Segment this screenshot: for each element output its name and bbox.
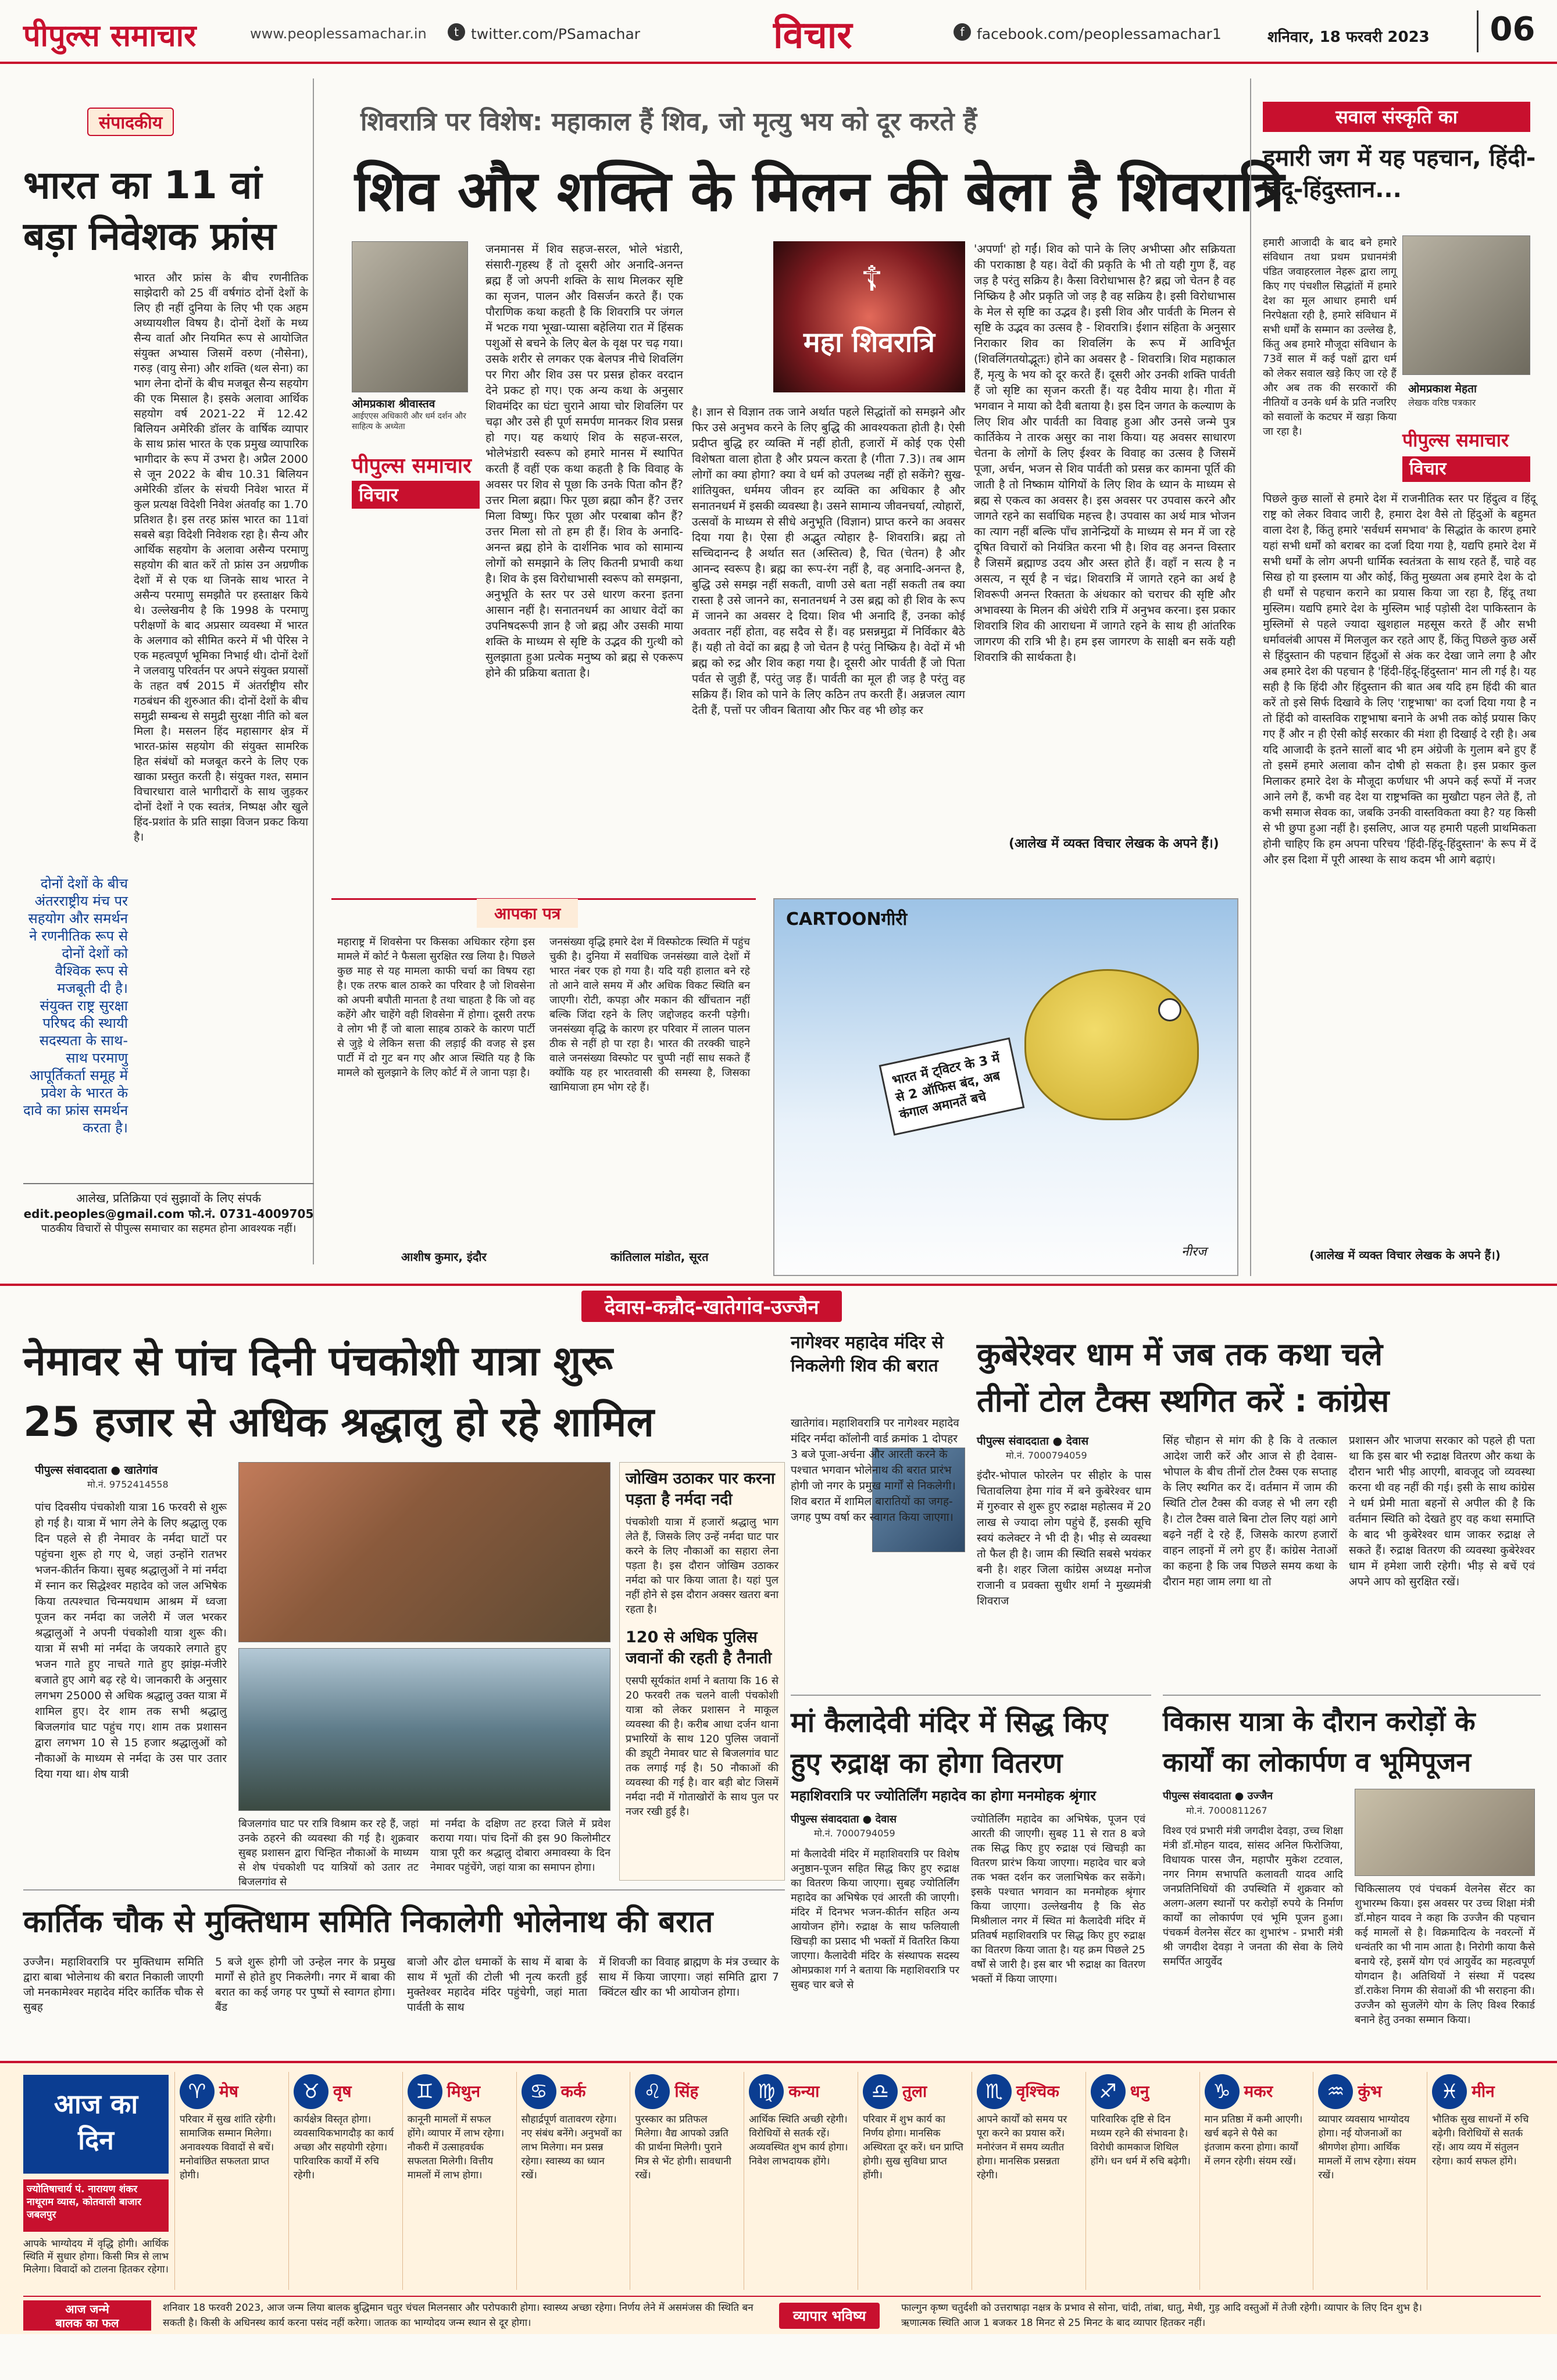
letter-2-author: कांतिलाल मांडोत, सूरत <box>610 1250 709 1264</box>
bird-illustration <box>1024 969 1199 1120</box>
local-band-title: देवास-कन्नौद-खातेगांव-उज्जैन <box>581 1291 842 1322</box>
editorial-section <box>23 78 314 1264</box>
zodiac-sign <box>1085 2072 1197 2290</box>
nemawar-story <box>23 1331 785 1888</box>
zodiac-text: परिवार में शुभ कार्य का निर्णय होगा। मानसिक अस्थिरता दूर करें। धन प्राप्ति होगी। सुख सुविधा प्राप्त होंगी। <box>863 2114 963 2181</box>
nemawar-body-3: मां नर्मदा के दक्षिण तट हरदा जिले में प्रवेश कराया गया। पांच दिनों की इस 90 किलोमीटर यात्रा पूरी कर श्रद्धालु दोबारा अमावस्या के दिन नेमावर पहुंचेंगे, जहां यात्रा का समापन होगा। <box>430 1818 610 1874</box>
cartoon-artist: नीरज <box>1181 1245 1207 1259</box>
vikas-mobile: मो.नं. 7000811267 <box>1186 1805 1267 1816</box>
nemawar-headline-2: 25 हजार से अधिक श्रद्धालु हो रहे शामिल <box>23 1398 654 1446</box>
nemawar-headline-1: नेमावर से पांच दिनी पंचकोशी यात्रा शुरू <box>23 1337 613 1385</box>
kailadevi-subhead: महाशिवरात्रि पर ज्योतिर्लिंग महादेव का होगा मनमोहक श्रृंगार <box>791 1788 1097 1804</box>
editorial-disclaimer: पाठकीय विचारों से पीपुल्स समाचार का सहमत होना आवश्यक नहीं। <box>41 1223 297 1235</box>
sidebox-text-2: एसपी सूर्यकांत शर्मा ने बताया कि 16 से 20 फरवरी तक चलने वाली पंचकोशी यात्रा को लेकर प्रशासन ने माकूल व्यवस्था की है। करीब आधा दर्जन थाना प्रभारियों के साथ 120 पुलिस जवानों की ड्यूटी नेमावर घाट से बिजलगांव घाट तक लगाई गई है। 50 नौकाओं की व्यवस्था की गई है। वार बड़ी बोट जिसमें नर्मदा नदी में गोताखोरों के साथ पुल पर नजर रखी हुई है। <box>626 1675 779 1818</box>
kubereshwar-body-1: इंदौर-भोपाल फोरलेन पर सीहोर के पास चितावलिया हेमा गांव में बने कुबेरेश्वर धाम में गुरुवार से शुरू हुए रुद्राक्ष महोत्सव में 20 लाख से ज्यादा लोग पहुंचे हैं, इसकी सूचि स्वयं कलेक्टर ने भी दी है। भीड़ से व्यवस्था तो फैल ही है। जाम की स्थिति सबसे भयंकर बनी है। शहर जिला कांग्रेस अध्यक्ष मनोज राजानी व प्रवक्ता सुधीर शर्मा ने मुख्यमंत्री शिवराज <box>977 1469 1151 1607</box>
shivratri-disclaimer: (आलेख में व्यक्त विचार लेखक के अपने हैं।) <box>1009 837 1219 851</box>
nageshwar-headline: नागेश्वर महादेव मंदिर से निकलेगी शिव की बरात <box>791 1332 944 1376</box>
zodiac-sign <box>402 2072 514 2290</box>
zodiac-text: भौतिक सुख साधनों में रुचि बढ़ेगी। विरोधियों से सतर्क रहें। आय व्यय में संतुलन रहेगा। कार्य सफल होंगे। <box>1432 2114 1529 2167</box>
facebook-link[interactable]: facebook.com/peoplessamachar1 <box>977 26 1222 42</box>
zodiac-sign <box>744 2072 855 2290</box>
nageshwar-story <box>791 1331 965 1692</box>
nemawar-mobile: मो.नं. 9752414558 <box>87 1479 169 1490</box>
shivratri-art <box>773 241 965 392</box>
kartik-body-4: में शिवजी का विवाह ब्राह्मण के मंत्र उच्चार के साथ में किया जाएगा। जहां समिति द्वारा 7 क्विंटल खीर का भी आयोजन होगा। <box>599 1956 779 1999</box>
birthday-tag-2: बालक का फल <box>55 2316 119 2330</box>
rashifal-strip <box>0 2061 1557 2334</box>
kartik-body-3: बाजो और ढोल धमाकों के साथ में बाबा के साथ में भूतों की टोली भी नृत्य करती हुई मुक्तेश्वर महादेव मंदिर पहुंचेगी, जहां माता पार्वती के साथ <box>407 1956 587 2014</box>
zodiac-text: पुरस्कार का प्रतिफल मिलेगा। वैद्य आपको उन्नति की प्रार्थना मिलेगी। पुराने मित्र से भेंट होगी। सावधानी रखें। <box>635 2114 731 2181</box>
twitter-link[interactable]: twitter.com/PSamachar <box>471 26 641 42</box>
kartik-headline: कार्तिक चौक से मुक्तिधाम समिति निकालेगी भोलेनाथ की बरात <box>23 1904 713 1939</box>
zodiac-name: मीन <box>1472 2082 1495 2101</box>
birthday-tag <box>23 2300 151 2331</box>
kubereshwar-byline: पीपुल्स संवाददाता ● देवास <box>977 1435 1089 1448</box>
zodiac-text: पारिवारिक दृष्टि से दिन मध्यम रहने की संभावना है। विरोधी कामकाज शिथिल होंगे। धन धर्म में रुचि बढ़ेगी। <box>1090 2114 1191 2167</box>
zodiac-name: कर्क <box>560 2082 586 2101</box>
local-news-band <box>0 1284 1557 1321</box>
zodiac-name: वृश्चिक <box>1016 2082 1059 2101</box>
vikas-body-2: चिकित्सालय एवं पंचकर्म वेलनेस सेंटर का शुभारम्भ किया। इस अवसर पर उच्च शिक्षा मंत्री डॉ.मोहन यादव ने कहा कि उज्जैन की पहचान कई मामलों से है। विक्रमादित्य के नवरत्नों में धन्वंतरि का भी नाम आता है। निरोगी काया कैसे बनाये रहे, इसमें योग एवं आयुर्वेद का महत्वपूर्ण योगदान है। अतिथियों ने संस्था में पदस्थ डॉ.राकेश निगम की सेवाओं की भी सराहना की। उज्जैन को सुजलेंगे योग के लिए विश्व रिकार्ड बनाने हेतु उनका सम्मान किया। <box>1355 1883 1535 2026</box>
zodiac-name: मेष <box>219 2082 238 2101</box>
zodiac-text: परिवार में सुख शांति रहेगी। सामाजिक सम्मान मिलेगा। अनावश्यक विवादों से बचें। मनोवांछित सफलता प्राप्त होगी। <box>180 2114 276 2181</box>
kartik-body-2: 5 बजे शुरू होगी जो उन्हेल नगर के प्रमुख मार्गों से होते हुए निकलेगी। नगर में बाबा की बरात का कई जगह पर पुष्पों से स्वागत होगा। बैंड <box>215 1956 395 2014</box>
section-title: विचार <box>773 14 852 57</box>
zodiac-icon: ♊ <box>408 2074 442 2109</box>
editorial-headline: भारत का 11 वां बड़ा निवेशक फ्रांस <box>23 163 276 259</box>
cartoon-sign: भारत में ट्विटर के 3 में से 2 ऑफिस बंद, अब कंगाल अमानतें बचे <box>879 1037 1025 1135</box>
zodiac-text: व्यापार व्यवसाय भाग्योदय होगा। नई योजनाओं का श्रीगणेश होगा। आर्थिक मामलों में लाभ रहेगा। संयम रखें। <box>1318 2114 1416 2181</box>
birthday-box <box>23 2296 1541 2332</box>
kubereshwar-story <box>977 1331 1541 1686</box>
masthead <box>0 0 1557 64</box>
zodiac-icon: ♈ <box>180 2074 215 2109</box>
shivratri-col2: है। ज्ञान से विज्ञान तक जाने अर्थात पहले सिद्धांतों को समझने और फिर उसे अनुभव करने के लिए बुद्धि की आवश्यकता होती है। ऐसी प्रदीप्त बुद्धि हर व्यक्ति में नहीं होती, हजारों में कोई एक ऐसी विशेषता वाला होता है और प्रयत्न करता है (गीता 7.3)। तब आम लोगों का क्या होगा? क्या वे धर्म को उपलब्ध नहीं हो सकेंगे? सुख-शांतियुक्त, धर्ममय जीवन हर व्यक्ति का अधिकार है और सनातनधर्म में इसकी व्यवस्था है। उसने सामान्य जीवनचर्या, त्योहारों, उत्सवों के माध्यम से सीधे अनुभूति (विज्ञान) प्राप्त करने का अवसर दिया गया है। ऐसा ही अद्भुत त्योहार है- शिवरात्रि। ब्रह्म तो सच्चिदानन्द है अर्थात सत (अस्तित्व) है, चित (चेतन) है और आनन्द स्वरूप है। ब्रह्म का रूप-रंग नहीं है, वह अनादि-अनन्त है, बुद्धि उसे समझ नहीं सकती, वाणी उसे बता नहीं सकती तब क्या रास्ता है उसे जानने का, सनातनधर्म ने उस ब्रह्म को ही शिव के रूप में जानने का अवसर दे दिया। शिव भी अनादि हैं, उनका कोई अवतार नहीं होता, वह सदैव से हैं। वह प्रसन्नमुद्रा में निर्विकार बैठे हैं। यही तो वेदों का ब्रह्म है जो चेतन है परंतु निष्क्रिय है। वेदों में भी ब्रह्म को रुद्र और शिव कहा गया है। दूसरी ओर पार्वती हैं जो पिता पर्वत से जुड़ी हैं, परंतु जड़ हैं। पार्वती का मूल ही जड़ है परंतु वह सक्रिय हैं। शिव को पाने के लिए कठिन तप करती हैं। अन्नजल त्याग देती हैं, पत्तों पर जीवन बिताया और फिर वह भी छोड़ कर <box>692 405 965 717</box>
sidebox-headline-1: जोखिम उठाकर पार करना पड़ता है नर्मदा नदी <box>626 1470 775 1509</box>
zodiac-icon: ♌ <box>635 2074 670 2109</box>
zodiac-text: कानूनी मामलों में सफल होंगे। व्यापार में लाभ रहेगा। नौकरी में उत्साहवर्धक सफलता मिलेगी। वित्तीय मामलों में लाभ होगा। <box>407 2114 505 2181</box>
zodiac-sign <box>516 2072 628 2290</box>
zodiac-icon: ♋ <box>522 2074 556 2109</box>
kailadevi-mobile: मो.नं. 7000794059 <box>814 1828 895 1839</box>
zodiac-name: मिथुन <box>447 2082 481 2101</box>
kailadevi-body-1: मां कैलादेवी मंदिर में महाशिवरात्रि पर विशेष अनुष्ठान-पूजन सहित सिद्ध किए हुए रुद्राक्ष का वितरण किया जाएगा। सुबह ज्योतिर्लिंग महादेव का अभिषेक एवं आरती की जाएगी। मंदिर में दिनभर भजन-कीर्तन सहित अन्य आयोजन होंगे। रुद्राक्ष के साथ फलियाली खिचड़ी का प्रसाद भी भक्तों में वितरित किया जाएगा। कैलादेवी मंदिर के संस्थापक सदस्य ओमप्रकाश गर्ग ने बताया कि महाशिवरात्रि पर सुबह चार बजे से <box>791 1848 959 1991</box>
shivratri-kicker: शिवरात्रि पर विशेष: महाकाल हैं शिव, जो मृत्यु भय को दूर करते हैं <box>360 107 977 137</box>
zodiac-icon: ♏ <box>977 2074 1012 2109</box>
pilgrims-photo <box>238 1462 610 1642</box>
rashifal-title-box <box>23 2075 169 2174</box>
letter-1-author: आशीष कुमार, इंदौर <box>401 1250 487 1264</box>
trade-tag: व्यापार भविष्य <box>779 2303 880 2329</box>
letters-tag: आपका पत्र <box>477 899 578 928</box>
nemawar-byline: पीपुल्स संवाददाता ● खातेगांव <box>35 1464 158 1477</box>
zodiac-sign <box>288 2072 400 2290</box>
trade-text: फाल्गुन कृष्ण चतुर्दशी को उत्तराषाढ़ा नक्षत्र के प्रभाव से सोना, चांदी, तांबा, धातु, मेथी, गुड़ आदि वस्तुओं में तेजी रहेगी। व्यापार के लिए दिन शुभ है। <box>901 2302 1422 2314</box>
shivratri-logo: पीपुल्स समाचार <box>352 454 472 478</box>
sawal-section <box>1250 78 1541 1276</box>
website-link[interactable]: www.peoplessamachar.in <box>250 26 427 42</box>
zodiac-icon: ♉ <box>294 2074 328 2109</box>
nemawar-sidebox <box>619 1462 785 1881</box>
feedback-label: आलेख, प्रतिक्रिया एवं सुझावों के लिए संपर्क <box>76 1191 261 1205</box>
sawal-tag: सवाल संस्कृति का <box>1263 102 1530 132</box>
kubereshwar-body-2: सिंह चौहान से मांग की है कि वे तत्काल आदेश जारी करें और आज से ही देवास-भोपाल के बीच तीनों टोल टैक्स एक सप्ताह के लिए स्थगित कर दें। वर्तमान में जाम की स्थिति टोल टैक्स की वजह से भी लग रही है। टोल टैक्स वाले बिना टोल लिए यहां आगे बढ़ने नहीं दे रहे हैं, जिसके कारण हजारों वाहन लाइनों में लगे हुए हैं। कांग्रेस नेताओं का कहना है कि जब पिछले समय कथा के दौरान महा जाम लगा था तो <box>1163 1434 1337 1588</box>
editorial-pullquote: दोनों देशों के बीच अंतरराष्ट्रीय मंच पर सहयोग और समर्थन ने रणनीतिक रूप से दोनों देशों को वैश्विक रूप से मजबूती दी है। संयुक्त राष्ट्र सुरक्षा परिषद की स्थायी सदस्यता के साथ-साथ परमाणु आपूर्तिकर्ता समूह में प्रवेश के भारत के दावे का फ्रांस समर्थन करता है। <box>23 875 128 1136</box>
sawal-headline: हमारी जग में यह पहचान, हिंदी-हिंदू-हिंदुस्तान... <box>1263 145 1536 203</box>
zodiac-text: आर्थिक स्थिति अच्छी रहेगी। विरोधियों से सतर्क रहें। अव्यवस्थित शुभ कार्य होगा। निवेश लाभदायक होंगे। <box>749 2114 848 2167</box>
editorial-body: भारत और फ्रांस के बीच रणनीतिक साझेदारी को 25 वीं वर्षगांठ दोनों देशों के लिए ही नहीं दुनिया के लिए भी एक अहम अध्यायशील विषय है। दोनों देशों के मध्य सैन्य वार्ता और नियमित रूप से आयोजित संयुक्त अभ्यास जिसमें वरुण (नौसेना), गरुड़ (वायु सेना) और शक्ति (थल सेना) का भाग लेना दोनों के बीच मजबूत सैन्य सहयोग की एक मिसाल है। इसके अलावा आर्थिक सहयोग वर्ष 2021-22 में 12.42 बिलियन अमेरिकी डॉलर के वार्षिक व्यापार के साथ फ्रांस भारत के एक प्रमुख व्यापारिक भागीदार के रूप में उभरा है। अप्रैल 2000 से जून 2022 के बीच 10.31 बिलियन अमेरिकी डॉलर के संचयी निवेश भारत में कुल प्रत्यक्ष विदेशी निवेश अंतर्वाह का 1.70 प्रतिशत है। इस तरह फ्रांस भारत का 11वां सबसे बड़ा विदेशी निवेशक रहा है। सैन्य और आर्थिक सहयोग के अलावा असैन्य परमाणु सहयोग की बात करें तो फ्रांस उन अग्रणीक देशों में से एक था जिनके साथ भारत ने असैन्य परमाणु समझौते पर हस्ताक्षर किये थे। उल्लेखनीय है कि 1998 के परमाणु परीक्षणों के बाद अप्रसार व्यवस्था में भारत के अलगाव को सीमित करने में भी पेरिस ने एक महत्वपूर्ण भूमिका निभाई थी। दोनों देशों ने जलवायु परिवर्तन पर अपने संयुक्त प्रयासों के तहत वर्ष 2015 में अंतर्राष्ट्रीय सौर गठबंधन की शुरुआत की। दोनों देशों के बीच समुद्री सम्बन्ध से समुद्री सुरक्षा नीति को बल मिला है। मसलन हिंद महासागर क्षेत्र में भारत-फ्रांस सहयोग की संयुक्त सामरिक हित संबंधों को मजबूत करने के लिए एक खाका प्रस्तुत करती है। संयुक्त गश्त, समान विचारधारा वाले भागीदारों के साथ जुड़कर दोनों देशों ने एक स्वतंत्र, निष्पक्ष और खुले हिंद-प्रशांत के प्रति साझा विजन प्रकट किया है। <box>134 271 308 844</box>
zodiac-text: सौहार्द्रपूर्ण वातावरण रहेगा। नए संबंध बनेंगे। अनुभवों का लाभ मिलेगा। मन प्रसन्न रहेगा। स्वास्थ्य का ध्यान रखें। <box>521 2114 622 2181</box>
masthead-logo: पीपुल्स समाचार <box>23 19 197 53</box>
sidebox-headline-2: 120 से अधिक पुलिस जवानों की रहती है तैनाती <box>626 1628 772 1667</box>
sawal-author-desc: लेखक वरिष्ठ पत्रकार <box>1408 397 1476 408</box>
sawal-logo: पीपुल्स समाचार <box>1402 429 1509 451</box>
rashifal-title-2: दिन <box>78 2124 114 2156</box>
kubereshwar-headline-1: कुबेरेश्वर धाम में जब तक कथा चले <box>977 1336 1383 1373</box>
zodiac-sign <box>630 2072 741 2290</box>
zodiac-name: कुंभ <box>1358 2082 1382 2101</box>
inauguration-photo <box>1355 1789 1535 1876</box>
kailadevi-story <box>791 1695 1151 2055</box>
trident-icon: ☦ <box>860 259 883 299</box>
trade-note: ऋणात्मक स्थिति आज 1 बजकर 18 मिनट से 25 मिनट के बाद व्यापार हितकर नहीं। <box>901 2317 1206 2329</box>
zodiac-sign <box>174 2072 286 2290</box>
letter-1: महाराष्ट्र में शिवसेना पर किसका अधिकार रहेगा इस मामले में कोर्ट ने फैसला सुरक्षित रख लिया है। पिछले कुछ माह से यह मामला काफी चर्चा का विषय रहा है। एक तरफ बाल ठाकरे का परिवार है जो शिवसेना को अपनी बपौती मानता है तथा चाहता है कि जो वह कहेंगे और चाहेंगे वही शिवसेना में होगा। दूसरी तरफ वे लोग भी हैं जो बाला साहब ठाकरे के कारण पार्टी से जुड़े थे लेकिन सत्ता की लड़ाई की वजह से इस पार्टी में दो गुट बन गए और आज स्थिति यह है कि मामले को सुलझाने के लिए कोर्ट में ले जाना पड़ा है। <box>337 936 535 1079</box>
zodiac-icon: ♎ <box>863 2074 898 2109</box>
editorial-footer <box>23 1183 314 1253</box>
sawal-band: विचार <box>1402 456 1530 482</box>
birthday-text: शनिवार 18 फरवरी 2023, आज जन्म लिया बालक बुद्धिमान चतुर चंचल मिलनसार और परोपकारी होगा। स्वास्थ्य अच्छा रहेगा। निर्णय लेने में असमंजस की स्थिति बन सकती है। किसी के अधिनस्थ कार्य करना पसंद नहीं करेगा। जातक का भाग्योदय जन्म स्थान से दूर होगा। <box>163 2302 753 2329</box>
twitter-icon: t <box>448 23 465 41</box>
vikas-byline: पीपुल्स संवाददाता ● उज्जैन <box>1163 1790 1273 1802</box>
art-text: महा शिवरात्रि <box>803 326 935 359</box>
zodiac-sign <box>1313 2072 1424 2290</box>
zodiac-sign <box>858 2072 969 2290</box>
shivratri-article <box>326 78 1284 892</box>
nemawar-body-2: बिजलगांव घाट पर रात्रि विश्राम कर रहे हैं, जहां उनके ठहरने की व्यवस्था की गई है। शुक्रवार सुबह प्रशासन द्वारा चिन्हित नौकाओं के माध्यम से शेष पंचकोशी पद यात्रियों को उतार तट बिजलगांव से <box>238 1818 419 1888</box>
author-photo <box>352 241 468 392</box>
zodiac-sign <box>972 2072 1083 2290</box>
zodiac-sign <box>1427 2072 1538 2290</box>
zodiac-row <box>174 2072 1541 2293</box>
sawal-disclaimer: (आलेख में व्यक्त विचार लेखक के अपने हैं।) <box>1309 1248 1501 1262</box>
kartik-story <box>23 1889 785 2055</box>
feedback-contact[interactable]: edit.peoples@gmail.com फो.नं. 0731-4009705 <box>23 1207 314 1221</box>
kubereshwar-mobile: मो.नं. 7000794059 <box>1006 1450 1087 1461</box>
zodiac-name: मकर <box>1244 2082 1273 2101</box>
zodiac-icon: ♒ <box>1318 2074 1353 2109</box>
sawal-body: पिछले कुछ सालों से हमारे देश में राजनीतिक स्तर पर हिंदुत्व व हिंदू राष्ट्र को लेकर विवाद जारी है, हमारा देश वैसे तो हिंदुओं के बहुमत वाला देश है, किंतु हमारे 'सर्वधर्म समभाव' के सिद्धांत के कारण हमारे यहां सभी धर्मों को बराबर का दर्जा दिया गया है, यद्यपि हमारे देश में सभी धर्मों के लोग अपनी धार्मिक स्वतंत्रता के साथ रहते हैं, चाहे वह सिख हो या इस्लाम या और कोई, किंतु मुख्यता अब हमारे देश के दो ही धर्मों से पहचान कराने का प्रयास किया जा रहा है, हिंदू तथा मुस्लिम। यद्यपि हमारे देश के मुस्लिम भाई पड़ोसी देश पाकिस्तान के मुस्लिमों से पहले ज्यादा खुशहाल महसूस करते हैं और सभी धर्मावलंबी आपस में मिलजुल कर रहते आए हैं, किंतु पिछले कुछ अर्से से हिंदुस्तान की पहचान हिंदुओं से अंक कर देखा जाने लगा है और अब हमारे देश की पहचान है 'हिंदी-हिंदू-हिंदुस्तान' मान ली गई है। यह सही है कि हिंदी और हिंदुस्तान की बात अब यदि हम हिंदी की बात करें तो इसे सिर्फ दिखावे के लिए 'राष्ट्रभाषा' का दर्जा दिया गया है न तो हिंदी को वास्तविक राष्ट्रभाषा बनाने के अभी तक कोई प्रयास किए गए हैं और न ही ऐसी कोई सरकार की मंशा ही दिखाई दे रही है। अब यदि आजादी के इतने सालों बाद भी हम अंग्रेजी के गुलाम बने हुए हैं तो इसमें हमारे अलावा कौन दोषी हो सकता है। इस प्रकार कुल मिलाकर हमारे देश के मौजूदा कर्णधार भी अपने कई रूपों में नजर आने लगे हैं, कभी वह देश या राष्ट्रभक्ति का मुखौटा पहन लेते हैं, तो कभी समाज सेवक का, जबकि उनकी वास्तविकता क्या है? यह किसी से भी छुपा हुआ नहीं है। इसलिए, आज यह हमारी पहली प्राथमिकता होनी चाहिए कि हम अपना परिचय 'हिंदी-हिंदू-हिंदुस्तान' के रूप में दें और इस दिशा में पूरी आस्था के साथ कदम भी आगे बढ़ाएं। <box>1263 492 1536 866</box>
nageshwar-body: खातेगांव। महाशिवरात्रि पर नागेश्वर महादेव मंदिर नर्मदा कॉलोनी वार्ड क्रमांक 1 दोपहर 3 बजे पूजा-अर्चना और आरती करने के पश्चात भगवान भोलेनाथ की बरात प्रारंभ होगी जो नगर के प्रमुख मार्गों से निकलेगी। शिव बरात में शामिल बारातियों का जगह-जगह पुष्प वर्षा कर स्वागत किया जाएगा। <box>791 1417 959 1524</box>
shivratri-col1: जनमानस में शिव सहज-सरल, भोले भंडारी, संसारी-गृहस्थ हैं तो दूसरी ओर अनादि-अनन्त ब्रह्म हैं जो अपनी शक्ति के साथ मिलकर सृष्टि का सृजन, पालन और विसर्जन करते हैं। एक पौराणिक कथा कहती है कि शिवरात्रि पर जंगल में भटक गया भूखा-प्यासा बहेलिया रात में हिंसक पशुओं से बचने के लिए बेल के वृक्ष पर चढ़ गया। उसके शरीर से लगकर एक बेलपत्र नीचे शिवलिंग पर गिरा और शिव उस पर प्रसन्न होकर वरदान देने प्रकट हो गए। एक अन्य कथा के अनुसार शिवमंदिर का घंटा चुराने आया चोर शिवलिंग पर चढ़ा और उसे ही पूर्ण समर्पण मानकर शिव प्रसन्न हो गए। यह कथाएं शिव के सहज-सरल, भोलेभंडारी स्वरूप को हमारे मानस में स्थापित करती हैं वहीं एक कथा कहती है कि विवाह के अवसर पर शिव से पूछा कि उनके पिता कौन हैं? उत्तर मिला ब्रह्मा। फिर पूछा ब्रह्मा कौन हैं? उत्तर मिला विष्णु। फिर पूछा और परबाबा कौन हैं? उत्तर मिला सो तो हम ही हैं। शिव के अनादि-अनन्त ब्रह्म होने के दार्शनिक भाव को सामान्य लोगों को समझाने के लिए कितनी प्रभावी कथा है। शिव के इस विरोधाभासी स्वरूप को समझना, अनुभूति के स्तर पर उसे धारण करना इतना आसान नहीं है। सनातनधर्म का आधार वेदों का उपनिषदरूपी ज्ञान है जो ब्रह्म और उसकी माया शक्ति के माध्यम से सृष्टि के उद्भव की गुत्थी को सुलझाता हुआ प्रत्येक मनुष्य को ब्रह्म से एकरूप होने की प्रक्रिया बताता है। <box>485 242 683 680</box>
letter-2: जनसंख्या वृद्धि हमारे देश में विस्फोटक स्थिति में पहुंच चुकी है। दुनिया में सर्वाधिक जनसंख्या वाले देशों में भारत नंबर एक हो गया है। यदि यही हालात बने रहे तो आने वाले समय में और अधिक विकट स्थिति बन जाएगी। रोटी, कपड़ा और मकान की खींचतान नहीं बल्कि जिंदा रहने के लिए जद्दोजहद करनी पड़ेगी। जनसंख्या वृद्धि के कारण हर परिवार में लालन पालन ठीक से नहीं हो पा रहा है। भारत की तरक्की चाहने वाले जनसंख्या विस्फोट पर चुप्पी नहीं साध सकते हैं क्योंकि यह हर भारतवासी की समस्या है, जिसका खामियाजा हम भोग रहे हैं। <box>549 936 750 1093</box>
zodiac-text: आपने कार्यों को समय पर पूरा करने का प्रयास करें। मनोरंजन में समय व्यतीत होगा। मानसिक प्रसन्नता रहेगी। <box>976 2114 1067 2181</box>
author-name: ओमप्रकाश श्रीवास्तव <box>352 398 435 410</box>
zodiac-text: मान प्रतिष्ठा में कमी आएगी। खर्च बढ़ने से पैसे का इंतजाम करना होगा। कार्यों में लगन रहेगी। संयम रखें। <box>1204 2114 1303 2167</box>
kailadevi-body-2: ज्योतिर्लिंग महादेव का अभिषेक, पूजन एवं आरती की जाएगी। सुबह 11 से रात 8 बजे तक सिद्ध किए हुए रुद्राक्ष एवं खिचड़ी का वितरण प्रारंभ किया जाएगा। महादेव चार बजे तक भक्त दर्शन कर जलाभिषेक कर सकेंगे। इसके पश्चात भगवान का मनमोहक श्रृंगार किया जाएगा। उल्लेखनीय है कि सेठ मिश्रीलाल नगर में स्थित मां कैलादेवी मंदिर में प्रतिवर्ष महाशिवरात्रि पर सिद्ध किए हुए रुद्राक्ष का वितरण किया जाता है। यह क्रम पिछले 25 वर्षों से जारी है। इस बार भी रुद्राक्ष का वितरण भक्तों में किया जाएगा। <box>971 1813 1145 1985</box>
vikas-headline-1: विकास यात्रा के दौरान करोड़ों के <box>1163 1706 1476 1737</box>
zodiac-icon: ♐ <box>1091 2074 1126 2109</box>
kailadevi-headline-1: मां कैलादेवी मंदिर में सिद्ध किए <box>791 1706 1108 1739</box>
facebook-icon: f <box>954 23 971 41</box>
vikas-body-1: विश्व एवं प्रभारी मंत्री जगदीश देवड़ा, उच्च शिक्षा मंत्री डॉ.मोहन यादव, सांसद अनिल फिरोजिया, विधायक पारस जैन, महापौर मुकेश टटवाल, नगर निगम सभापति कलावती यादव आदि जनप्रतिनिधियों की उपस्थिति में शुक्रवार को अलग-अलग स्थानों पर करोड़ों रुपये के निर्माण कार्यों का लोकार्पण एवं भूमि पूजन हुआ। पंचकर्म वेलनेस सेंटर का शुभारंभ - प्रभारी मंत्री श्री जगदीश देवड़ा ने जनता की सेवा के लिये समर्पित आयुर्वेद <box>1163 1825 1343 1968</box>
vikas-story <box>1163 1695 1541 2055</box>
issue-date: शनिवार, 18 फरवरी 2023 <box>1267 28 1430 46</box>
shivratri-band: विचार <box>352 481 480 509</box>
birthday-tag-1: आज जन्मे <box>65 2302 109 2316</box>
letters-section <box>331 898 756 1276</box>
rashifal-title-1: आज का <box>53 2088 138 2120</box>
sidebox-text-1: पंचकोशी यात्रा में हजारों श्रद्धालु भाग लेते हैं, जिसके लिए उन्हें नर्मदा घाट पार करने के लिए नौकाओं का सहारा लेना पड़ता है। इस दौरान जोखिम उठाकर नर्मदा को पार किया जाता है। यहां पुल नहीं होने से इस दौरान अक्सर खतरा बना रहता है। <box>626 1516 779 1616</box>
zodiac-icon: ♓ <box>1432 2074 1467 2109</box>
zodiac-name: वृष <box>333 2082 352 2101</box>
cartoon-tag: CARTOONगीरी <box>786 909 908 930</box>
shivratri-headline: शिव और शक्ति के मिलन की बेला है शिवरात्रि <box>355 159 1284 224</box>
sawal-intro: हमारी आजादी के बाद बने हमारे संविधान तथा प्रथम प्रधानमंत्री पंडित जवाहरलाल नेहरू द्वारा लागू किए गए पंचशील सिद्धांतों में हमारे देश का मूल आधार हमारी धर्म निरपेक्षता रही है, हमारे संविधान में सभी धर्मों के सम्मान का उल्लेख है, किंतु अब हमारे मौजूदा संविधान के 73वें साल में कई पक्षों द्वारा धर्म को लेकर सवाल खड़े किए जा रहे हैं और अब तक की सरकारों की नीतियों व उनके धर्म के प्रति नजरिए को सवालों के कटघर में खड़ा किया जा रहा है। <box>1263 237 1397 438</box>
vikas-headline-2: कार्यों का लोकार्पण व भूमिपूजन <box>1163 1746 1471 1778</box>
shivratri-col3: 'अपर्णा' हो गईं। शिव को पाने के लिए अभीप्सा और सक्रियता की पराकाष्ठा है यह। वेदों की प्रकृति के भी तो यही गुण हैं, वह जड़ है परंतु सक्रिय है। कैसा विरोधाभास है? ब्रह्म जो चेतन है वह निष्क्रिय है और प्रकृति जो जड़ है वह सक्रिय है। इसी विरोधाभास के मेल से सृष्टि का उद्भव है। इसी शिव और पार्वती के मिलन से सृष्टि के उद्भव का उत्सव है - शिवरात्रि। ईशान संहिता के अनुसार निराकार शिव का शिवलिंग के रूप में आविर्भूत (शिवलिंगतयोद्भूतः) होने का अवसर है - शिवरात्रि। शिव महाकाल हैं, मृत्यु के भय को दूर करते हैं। दूसरी ओर उनकी शक्ति पार्वती हैं जो सृष्टि का सृजन करती हैं। यह दैवीय माया है। गीता में भगवान ने माया को दैवी बताया है। इस दिन जगत के कल्याण के लिए शिव और पार्वती का विवाह हुआ और उनसे जन्मे पुत्र कार्तिकेय ने तारक असुर का नाश किया। यह अवसर साधारण चेतना के लोगों के लिए ईश्वर के विवाह का उत्सव है जिसमें पूजा, अर्चन, भजन से शिव पार्वती को प्रसन्न कर कामना पूर्ति की जाती है तो निष्काम योगियों के लिए शिव के ध्यान के माध्यम से ब्रह्म से एकत्व का अवसर है। इस अवसर पर उपवास करने और जागते रहने का सर्वाधिक महत्त्व है। उपवास का अर्थ मात्र भोजन का त्याग नहीं बल्कि पाँच ज्ञानेन्द्रियों के माध्यम से मन में जा रहे दूषित विचारों को नियंत्रित करना भी है। शिव वह अनन्त विस्तार है जिसमें ब्रह्माण्ड उदय और अस्त होते हैं। वहाँ न सत्य है न असत्य, न सूर्य है न चंद्र। शिवरात्रि में जागते रहने का अर्थ है शिवरूपी अनन्त रिक्तता के अंधकार को चराचर की सृष्टि और अभावस्या के मिलन की अंधेरी रात्रि में अनुभव करना। इस प्रकार शिवरात्रि शिव की आराधना में जागते रहने के साथ ही आंतरिक जागरण की रात्रि भी है। हम इस जागरण के साक्षी बन सकें यही शिवरात्रि की सार्थकता है। <box>974 242 1235 664</box>
page-number: 06 <box>1477 10 1547 52</box>
kartik-body-1: उज्जैन। महाशिवरात्रि पर मुक्तिधाम समिति द्वारा बाबा भोलेनाथ की बरात निकाली जाएगी जो मनकामेश्वर महादेव मंदिर कार्तिक चौक से सुबह <box>23 1956 203 2014</box>
rashifal-today: आपके भाग्योदय में वृद्धि होगी। आर्थिक स्थिति में सुधार होगा। किसी मित्र से लाभ मिलेगा। विवादों को टालना हितकर रहेगा। <box>23 2238 169 2275</box>
author-desc: आईएएस अधिकारी और धर्म दर्शन और साहित्य के अध्येता <box>352 412 466 431</box>
zodiac-icon: ♑ <box>1205 2074 1240 2109</box>
kubereshwar-headline-2: तीनों टोल टैक्स स्थगित करें : कांग्रेस <box>977 1382 1390 1419</box>
astrologer-name: ज्योतिषाचार्य पं. नारायण शंकर नाथूराम व्यास, कोतवाली बाजार जबलपुर <box>23 2179 169 2232</box>
nemawar-body-1: पांच दिवसीय पंचकोशी यात्रा 16 फरवरी से शुरू हो गई है। यात्रा में भाग लेने के लिए श्रद्धालु एक दिन पहले से ही नेमावर के नर्मदा घाटों पर पहुंचना शुरू हो गए थे, जहां उन्होंने रातभर भजन-कीर्तन किया। सुबह श्रद्धालुओं ने मां नर्मदा में स्नान कर सिद्धेश्वर महादेव को जल अभिषेक किया तत्पश्चात चिन्मयधाम आश्रम में ध्वजा पूजन कर नर्मदा का जलेरी में जल भरकर श्रद्धालुओं ने अपनी पंचकोशी यात्रा शुरू की। यात्रा में सभी मां नर्मदा के जयकारे लगाते हुए भजन गाते हुए नाचते गाते हुए झांझ-मंजीरे बजाते हुए आगे बढ़ रहे थे। जानकारी के अनुसार लगभग 25000 से अधिक श्रद्धालु उक्त यात्रा में शामिल हुए। देर शाम तक सभी श्रद्धालु बिजलगांव घाट पहुंच गए। शाम तक प्रशासन द्वारा लगभग 10 से 15 हजार श्रद्धालुओं को नौकाओं के माध्यम से नर्मदा के उस पार उतार दिया गया था। शेष यात्री <box>35 1501 227 1781</box>
editorial-tag: संपादकीय <box>87 108 174 136</box>
zodiac-name: कन्या <box>788 2082 820 2101</box>
bird-eye-icon <box>1158 998 1181 1021</box>
zodiac-text: कार्यक्षेत्र विस्तृत होगा। व्यवसायिकभागदौड़ का कार्य अच्छा और सहयोगी रहेगा। पारिवारिक कार्यों में रुचि रहेगी। <box>293 2114 394 2181</box>
sawal-author-photo <box>1402 235 1530 375</box>
zodiac-name: तुला <box>902 2082 927 2101</box>
zodiac-name: धनु <box>1130 2082 1149 2101</box>
zodiac-icon: ♍ <box>749 2074 784 2109</box>
cartoon-section <box>773 898 1238 1276</box>
zodiac-name: सिंह <box>674 2082 699 2101</box>
kailadevi-byline: पीपुल्स संवाददाता ● देवास <box>791 1813 897 1825</box>
boat-photo <box>238 1648 610 1811</box>
kubereshwar-body-3: प्रशासन और भाजपा सरकार को पहले ही पता था कि इस बार भी रुद्राक्ष वितरण और कथा के दौरान भारी भीड़ आएगी, बावजूद जो व्यवस्था करना थी वह नहीं की गई। इसी के साथ कांग्रेस ने धर्म प्रेमी माता बहनों से अपील की है कि वर्तमान स्थिति को देखते हुए वह कथा समाप्ति के बाद भी कुबेरेश्वर धाम जाकर रुद्राक्ष ले सकते हैं। रुद्राक्ष वितरण की व्यवस्था कुबेरेश्वर धाम में हमेशा जारी रहेगी। भीड़ से बचें एवं अपने आप को सुरक्षित रखें। <box>1349 1434 1535 1588</box>
kailadevi-headline-2: हुए रुद्राक्ष का होगा वितरण <box>791 1747 1063 1779</box>
sawal-author-name: ओमप्रकाश मेहता <box>1408 383 1477 395</box>
zodiac-sign <box>1199 2072 1311 2290</box>
